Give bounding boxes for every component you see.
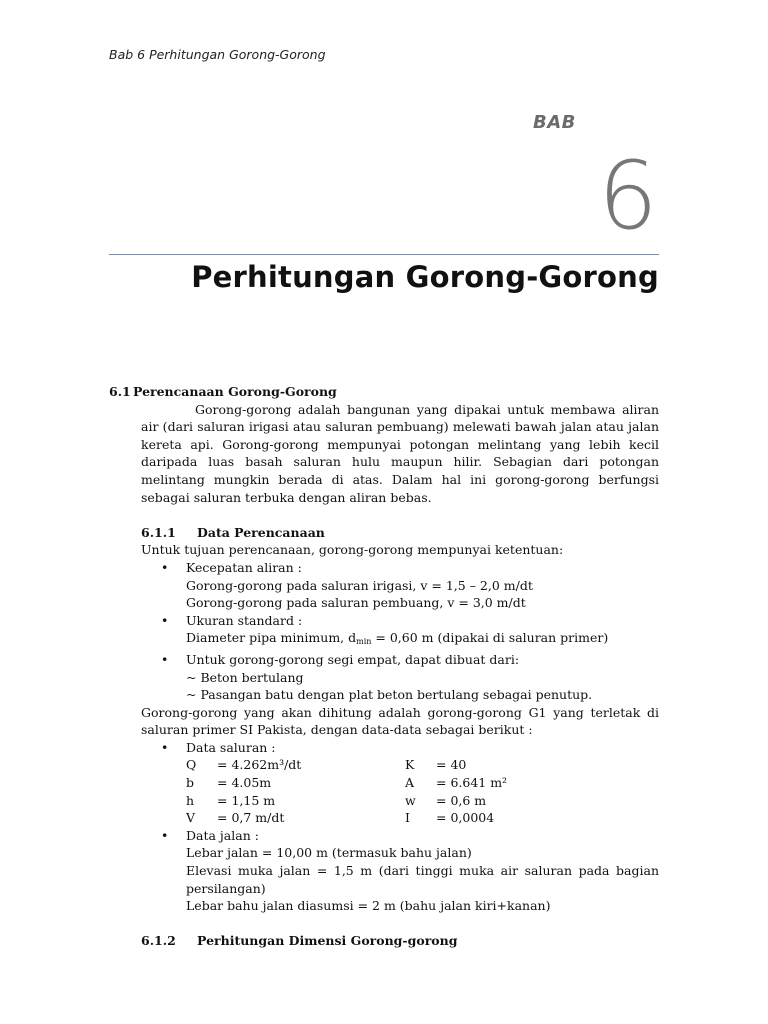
- bullet-label: • Kecepatan aliran :: [186, 559, 302, 575]
- intro-paragraph: Gorong-gorong adalah bangunan yang dipakai untuk membawa aliran air (dari saluran irigasi atau saluran pembuang) melewati bawah jalan atau jalan kereta api. Gorong-gorong mempunyai potongan melintang yang lebih kecil daripada luas basah saluran hulu maupun hilir. Sebagian dari potongan melintang mungkin berada di atas. Dalam hal ini gorong-gorong berfungsi sebagai saluran terbuka dengan aliran bebas.: [141, 401, 659, 505]
- bullet-line: ~ Beton bertulang: [186, 669, 304, 685]
- bullet-label: • Untuk gorong-gorong segi empat, dapat dibuat dari:: [186, 651, 520, 667]
- data-paragraph: Gorong-gorong yang akan dihitung adalah gorong-gorong G1 yang terletak di saluran primer SI Pakista, dengan data-data sebagai berikut :: [141, 704, 659, 738]
- data-value: = 0,6 m: [436, 792, 487, 808]
- data-symbol: K: [405, 757, 415, 773]
- section-number: 6.1: [109, 384, 131, 399]
- bullet-label: • Ukuran standard :: [186, 612, 303, 628]
- chapter-number: 6: [598, 142, 658, 251]
- data-symbol: h: [186, 792, 195, 808]
- chapter-label: BAB: [533, 112, 576, 133]
- subscript: min: [356, 637, 372, 647]
- bullet-line: Gorong-gorong pada saluran pembuang, v = 3,0 m/dt: [186, 595, 526, 611]
- data-value: = 4.262m³/dt: [217, 757, 302, 773]
- data-value: = 0,7 m/dt: [217, 810, 285, 826]
- data-symbol: I: [405, 810, 410, 826]
- list-item: [141, 827, 659, 915]
- section-heading-6-1-1: [141, 524, 659, 542]
- subsection-title: Perhitungan Dimensi Gorong-gorong: [197, 933, 458, 949]
- list-item: [141, 651, 659, 704]
- data-value: = 40: [436, 757, 467, 773]
- section-title: Perencanaan Gorong-Gorong: [133, 384, 337, 399]
- data-symbol: A: [405, 775, 415, 791]
- subsection-number: 6.1.1: [141, 524, 176, 540]
- data-value: = 6.641 m²: [436, 775, 508, 791]
- data-list: [141, 739, 659, 915]
- data-symbol: w: [405, 792, 416, 808]
- bullet-label: • Data saluran :: [186, 739, 276, 755]
- running-header: Bab 6 Perhitungan Gorong-Gorong: [109, 47, 326, 62]
- data-value: = 1,15 m: [217, 792, 276, 808]
- requirements-list: [141, 559, 659, 704]
- bullet-line: Lebar jalan = 10,00 m (termasuk bahu jalan): [186, 845, 472, 861]
- bullet-line: Elevasi muka jalan = 1,5 m (dari tinggi muka air saluran pada bagian persilangan): [186, 863, 659, 896]
- data-symbol: b: [186, 775, 195, 791]
- data-value: = 4.05m: [217, 775, 272, 791]
- subsection-number: 6.1.2: [141, 933, 176, 949]
- data-symbol: V: [186, 810, 196, 826]
- channel-data-table: [186, 756, 566, 826]
- bullet-label: • Data jalan :: [186, 827, 259, 843]
- data-symbol: Q: [186, 757, 197, 773]
- bullet-line: Gorong-gorong pada saluran irigasi, v = 1,5 – 2,0 m/dt: [186, 577, 533, 593]
- requirements-intro: Untuk tujuan perencanaan, gorong-gorong mempunyai ketentuan:: [141, 542, 564, 558]
- subsection-title: Data Perencanaan: [197, 524, 325, 540]
- section-heading-6-1: [109, 383, 659, 401]
- chapter-title: Perhitungan Gorong-Gorong: [191, 260, 659, 294]
- bullet-line: ~ Pasangan batu dengan plat beton bertulang sebagai penutup.: [186, 687, 593, 703]
- list-item: [141, 612, 659, 651]
- data-value: = 0,0004: [436, 810, 495, 826]
- list-item: [141, 559, 659, 612]
- section-heading-6-1-2: [141, 932, 659, 950]
- list-item: [141, 739, 659, 827]
- chapter-divider: [109, 254, 659, 255]
- document-body: [109, 383, 659, 950]
- bullet-line: Diameter pipa minimum, $d_{min} = 0,60$ m (dipakai di saluran primer): [186, 630, 609, 647]
- bullet-line: Lebar bahu jalan diasumsi = 2 m (bahu jalan kiri+kanan): [186, 898, 551, 914]
